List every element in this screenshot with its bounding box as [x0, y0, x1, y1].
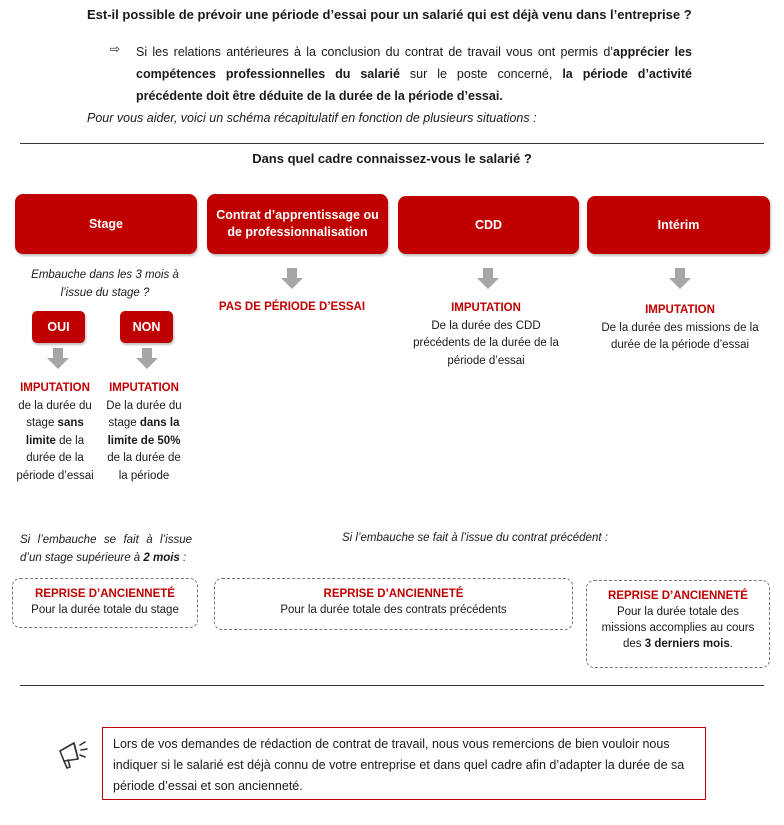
arrow-down-icon: [669, 268, 691, 290]
bottom-divider: [20, 685, 764, 686]
bullet-text-1: Si les relations antérieures à la conclusion du contrat de travail vous ont permis d’: [136, 45, 614, 59]
footer-note: Lors de vos demandes de rédaction de contrat de travail, nous vous remercions de bien vouloir nous indiquer si le salarié est déjà connu de votre entreprise et dans quel cadre afin d’adapter la durée de sa période d’essai et son ancienneté.: [102, 727, 706, 800]
question-heading: Est-il possible de prévoir une période d’essai pour un salarié qui est déjà venu dans l’entreprise ?: [87, 7, 692, 22]
box-apprentissage: Contrat d’apprentissage ou de professionnalisation: [207, 194, 388, 254]
box-cdd: CDD: [398, 196, 579, 254]
note-stage: Si l’embauche se fait à l’issue d’un stage supérieure à 2 mois :: [20, 534, 192, 564]
non-badge: NON: [120, 311, 173, 343]
cdd-result: IMPUTATION De la durée des CDD précédents de la durée de la période d’essai: [413, 302, 559, 367]
schema-title: Dans quel cadre connaissez-vous le salarié ?: [252, 151, 532, 166]
oui-result: IMPUTATION de la durée du stage sans limite de la durée de la période d’essai: [16, 382, 94, 482]
megaphone-icon: [54, 735, 90, 771]
box-interim: Intérim: [587, 196, 770, 254]
intro-text: Pour vous aider, voici un schéma récapitulatif en fonction de plusieurs situations :: [87, 111, 537, 125]
oui-badge: OUI: [32, 311, 85, 343]
bullet-bold-2: la période d’activité précédente doit être déduite de la durée de la période d’essai.: [136, 67, 692, 103]
reprise-contrats-box: REPRISE D’ANCIENNETÉ Pour la durée totale des contrats précédents: [214, 578, 573, 630]
interim-result: IMPUTATION De la durée des missions de la durée de la période d’essai: [601, 304, 759, 351]
arrow-bullet-icon: ⇨: [110, 42, 121, 56]
apprentissage-result: PAS DE PÉRIODE D’ESSAI: [218, 301, 366, 313]
top-divider: [20, 143, 764, 144]
arrow-down-icon: [477, 268, 499, 290]
stage-question: Embauche dans les 3 mois à l’issue du stage ?: [31, 269, 179, 299]
non-result: IMPUTATION De la durée du stage dans la limite de 50% de la durée de la période: [106, 382, 182, 482]
reprise-stage-box: REPRISE D’ANCIENNETÉ Pour la durée totale du stage: [12, 578, 198, 628]
bullet-bold-1: apprécier les compétences professionnelles du salarié: [136, 45, 692, 81]
arrow-down-icon: [136, 348, 158, 370]
box-stage: Stage: [15, 194, 197, 254]
bullet-text-2: sur le poste concerné,: [399, 67, 563, 81]
note-contrat: Si l’embauche se fait à l’issue du contrat précédent :: [342, 532, 608, 544]
arrow-down-icon: [47, 348, 69, 370]
bullet-paragraph: [136, 41, 692, 107]
reprise-missions-box: REPRISE D’ANCIENNETÉ Pour la durée totale des missions accomplies au cours des 3 derniers mois.: [586, 580, 770, 668]
arrow-down-icon: [281, 268, 303, 290]
